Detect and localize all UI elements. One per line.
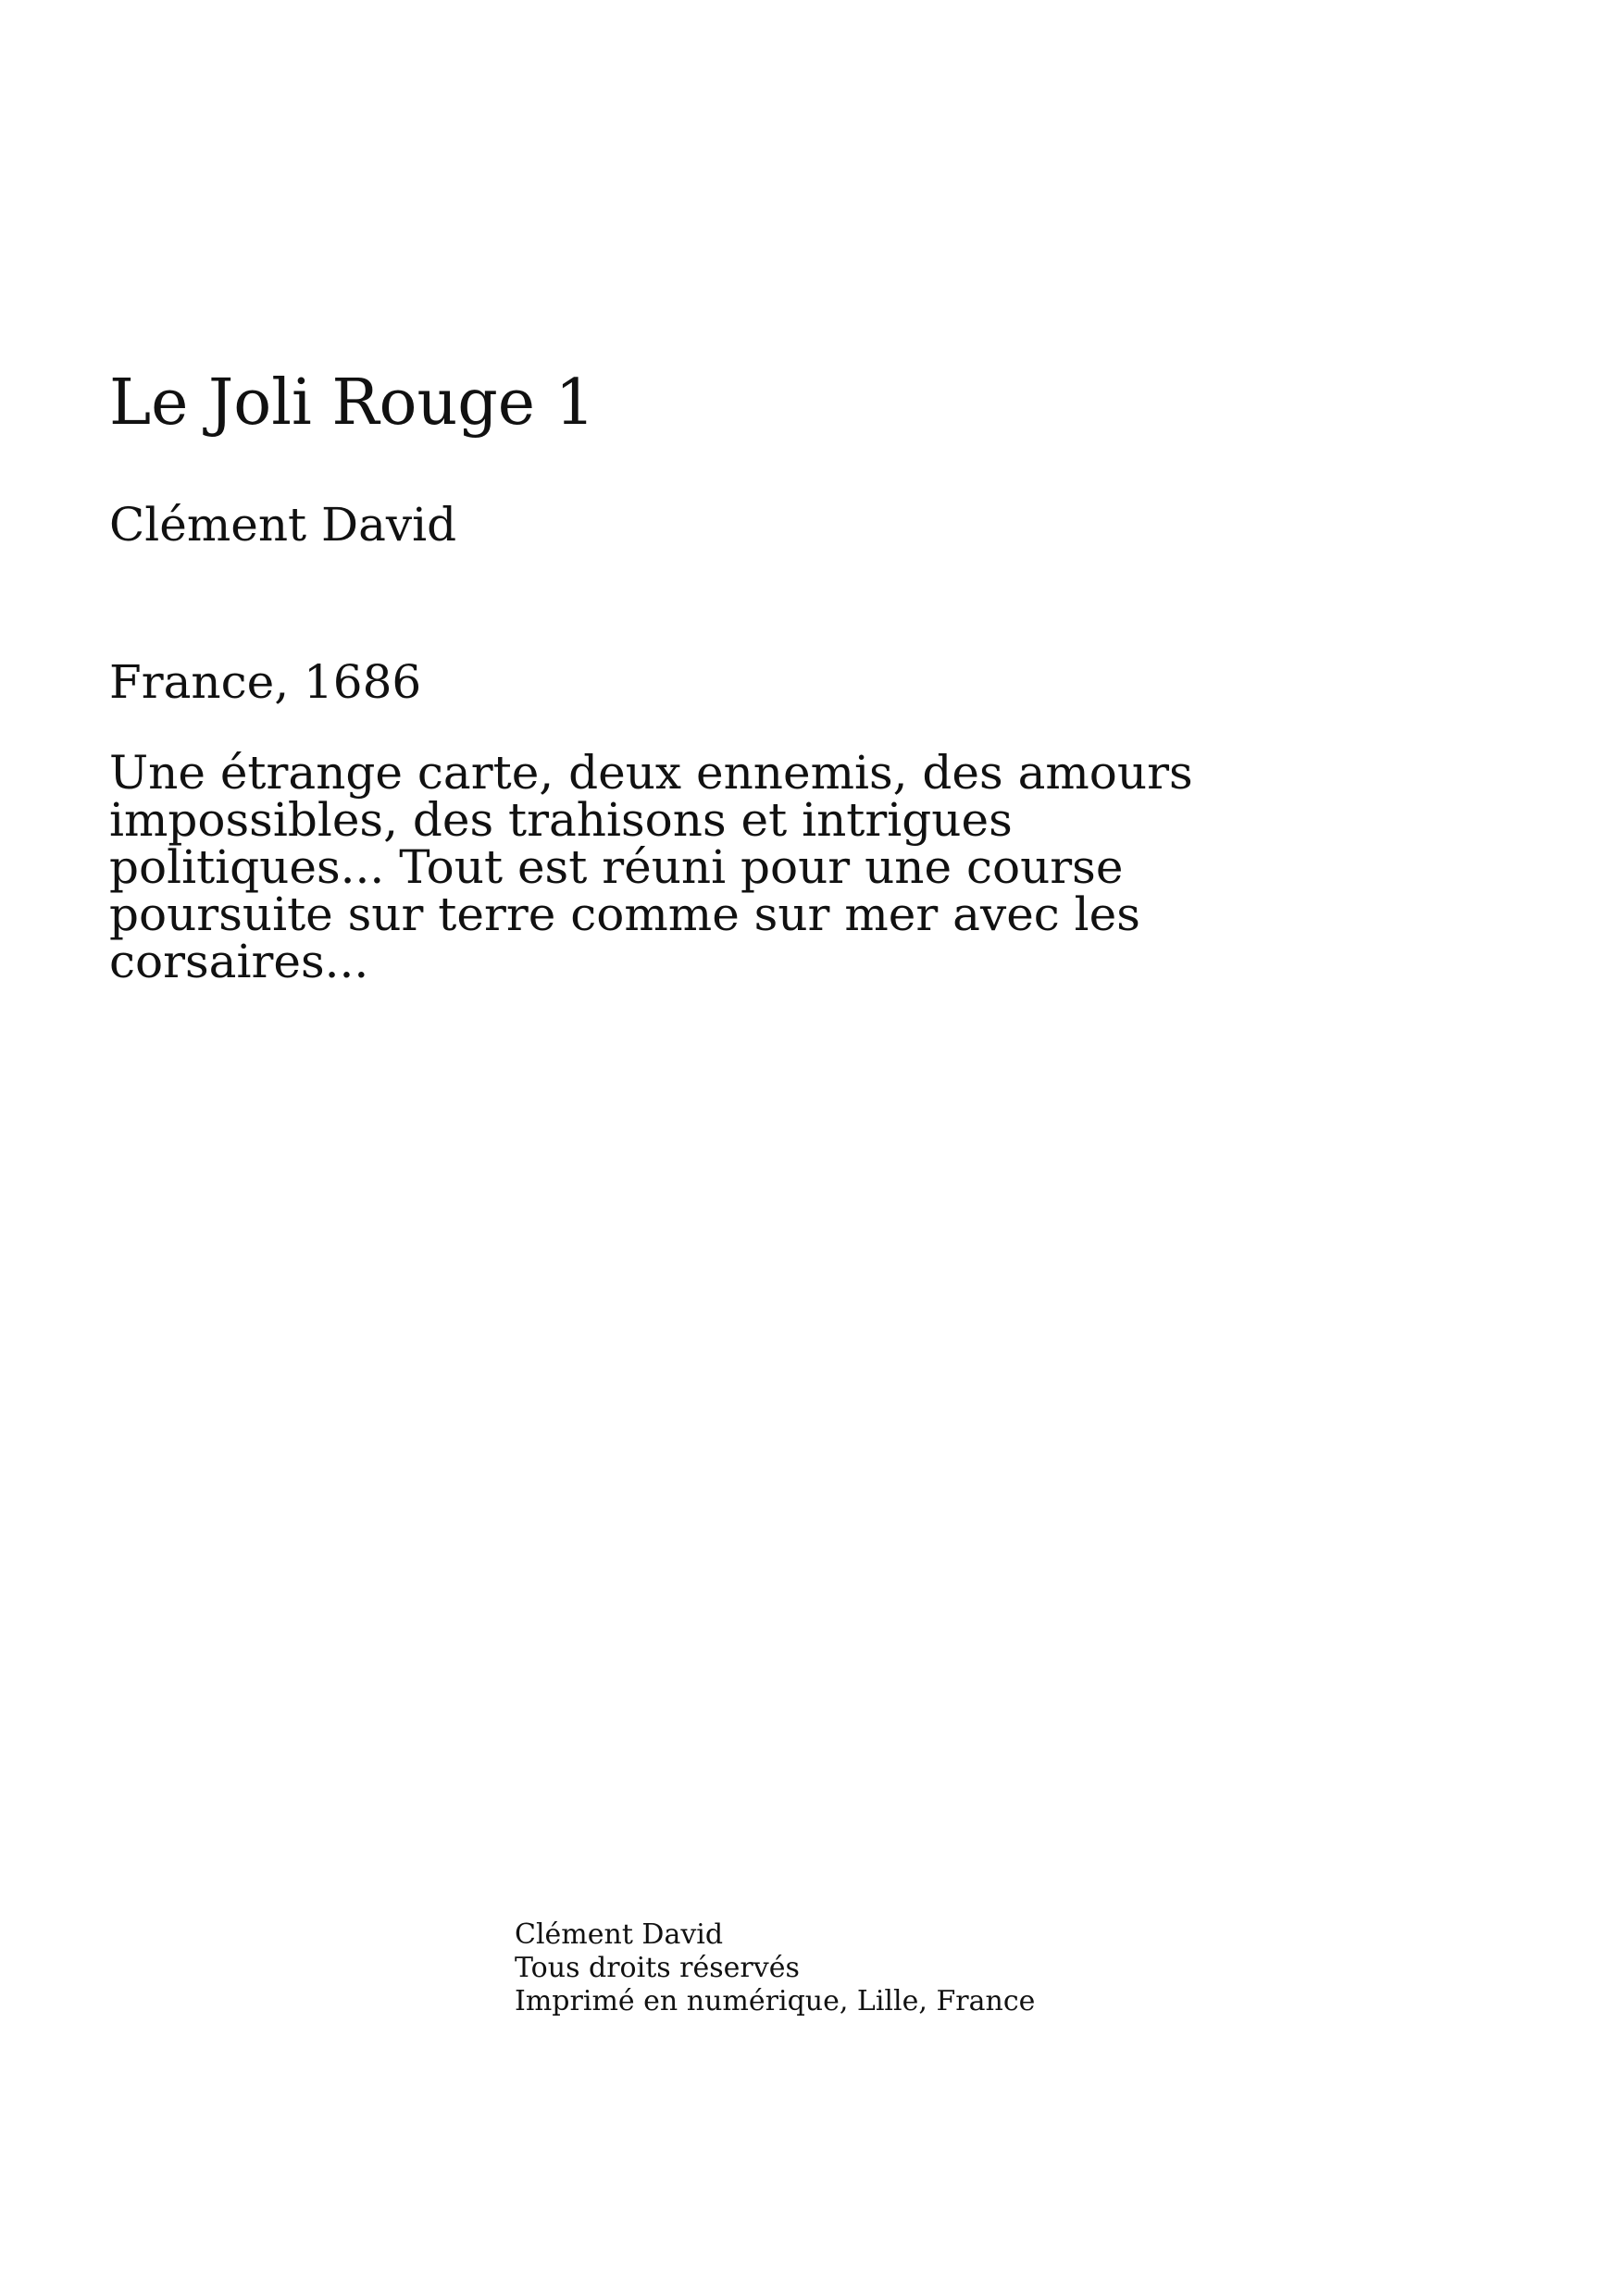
book-title: Le Joli Rouge 1 [109, 366, 595, 440]
colophon [515, 1918, 1035, 2018]
colophon-author: Clément David [515, 1918, 724, 1951]
book-blurb: Une étrange carte, deux ennemis, des amours impossibles, des trahisons et intrigues politiques... Tout est réuni pour une course poursuite sur terre comme sur mer avec les corsaires... [109, 746, 1193, 988]
book-setting: France, 1686 [109, 655, 422, 709]
colophon-rights: Tous droits réservés [515, 1952, 800, 1984]
book-author: Clément David [109, 498, 457, 552]
colophon-printing: Imprimé en numérique, Lille, France [515, 1985, 1036, 2017]
